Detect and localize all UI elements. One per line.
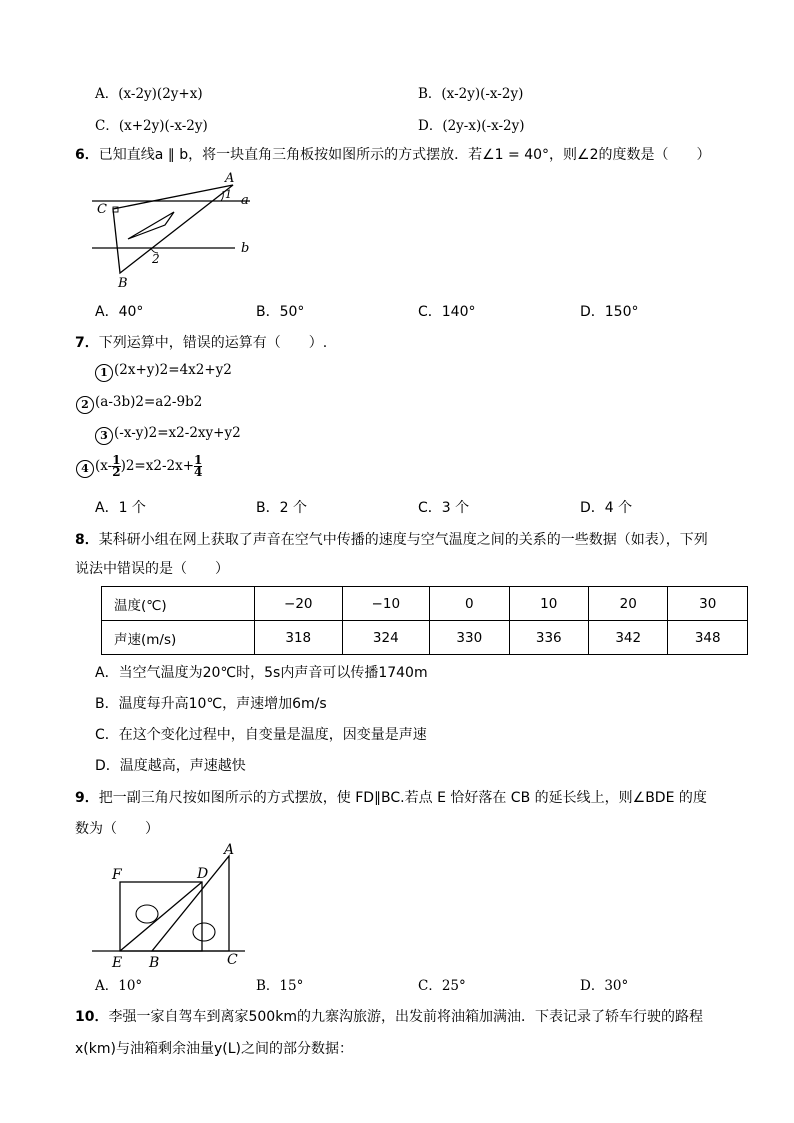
q6-text: 已知直线a ∥ b，将一块直角三角板按如图所示的方式摆放．若∠1 = 40°，则∠2的度数是（ ） [98, 147, 711, 163]
row-header: 温度(℃) [102, 587, 255, 621]
q6-option-d: D．150° [580, 304, 639, 320]
label-B: B [118, 276, 128, 291]
circled-number: 4 [76, 460, 94, 478]
table-cell: 342 [589, 621, 668, 655]
label-angle-2: 2 [152, 252, 160, 266]
q8-option-a: A．当空气温度为20℃时，5s内声音可以传播1740m [95, 665, 428, 681]
label-a: a [241, 193, 249, 208]
expression: (2x+y)2=4x2+y2 [114, 362, 232, 378]
table-cell: 348 [668, 621, 748, 655]
set-square-hole [128, 212, 174, 239]
q9-number: 9． [75, 790, 99, 806]
q7-item-3 [95, 425, 241, 445]
hole-right [193, 923, 215, 941]
q8-stem-line1 [75, 529, 708, 549]
expression-part: (x- [95, 458, 113, 474]
q5-option-b: B．(x-2y)(-x-2y) [418, 86, 524, 102]
circled-number: 3 [95, 427, 113, 445]
label-b: b [241, 241, 250, 256]
q7-stem [75, 332, 327, 352]
row-header: 声速(m/s) [102, 621, 255, 655]
q10-stem-line2: x(km)与油箱剩余油量y(L)之间的部分数据： [75, 1041, 353, 1057]
q5-option-c: C．(x+2y)(-x-2y) [95, 118, 208, 134]
q9-option-a: A．10° [95, 978, 143, 994]
q7-item-2 [76, 394, 202, 414]
table-cell: 10 [509, 587, 588, 621]
triangle-abc [152, 856, 229, 951]
circled-number: 2 [76, 396, 94, 414]
q8-option-c: C．在这个变化过程中，自变量是温度，因变量是声速 [95, 727, 427, 743]
q9-option-d: D．30° [580, 978, 629, 994]
numerator: 1 [194, 453, 203, 467]
table-cell: 30 [668, 587, 748, 621]
q9-option-c: C．25° [418, 978, 466, 994]
q9-text-line1: 把一副三角尺按如图所示的方式摆放，使 FD∥BC.若点 E 恰好落在 CB 的延长线上，则∠BDE 的度 [98, 790, 707, 806]
table-cell: −20 [255, 587, 343, 621]
q9-option-b: B．15° [256, 978, 304, 994]
table-cell: 336 [509, 621, 588, 655]
label-A: A [225, 171, 235, 186]
q8-stem-line2: 说法中错误的是（ ） [75, 561, 229, 577]
q7-option-d: D．4 个 [580, 500, 633, 516]
label-D: D [197, 866, 209, 882]
set-square [113, 185, 233, 273]
table-cell: 318 [255, 621, 343, 655]
label-A: A [224, 842, 235, 858]
q10-text-line1: 李强一家自驾车到离家500km的九寨沟旅游，出发前将油箱加满油．下表记录了轿车行驶的路程 [108, 1009, 703, 1025]
table-cell: 20 [589, 587, 668, 621]
q6-figure [90, 170, 265, 292]
q6-option-c: C．140° [418, 304, 476, 320]
table-row-temperature [102, 587, 748, 621]
expression: (a-3b)2=a2-9b2 [95, 394, 203, 410]
table-cell: 324 [342, 621, 430, 655]
q9-stem-line2: 数为（ ） [75, 821, 159, 837]
circled-number: 1 [95, 364, 113, 382]
label-angle-1: 1 [225, 188, 232, 201]
q7-option-b: B．2 个 [256, 500, 307, 516]
label-C: C [97, 202, 107, 217]
denominator: 2 [112, 465, 121, 479]
q7-item-1 [95, 362, 232, 382]
q6-number: 6． [75, 147, 99, 163]
q8-option-b: B．温度每升高10℃，声速增加6m/s [95, 696, 327, 712]
q5-option-a: A．(x-2y)(2y+x) [95, 86, 203, 102]
q8-text-line1: 某科研小组在网上获取了声音在空气中传播的速度与空气温度之间的关系的一些数据（如表），下列 [98, 532, 708, 548]
q10-stem-line1 [75, 1006, 703, 1026]
label-F: F [112, 867, 122, 883]
q6-option-b: B．50° [256, 304, 305, 320]
table-cell: 0 [430, 587, 509, 621]
q6-stem [75, 144, 710, 164]
table-cell: 330 [430, 621, 509, 655]
q6-option-a: A．40° [95, 304, 144, 320]
hole-left [136, 905, 158, 923]
table-cell: −10 [342, 587, 430, 621]
angle-1-arc [221, 191, 223, 201]
q5-option-d: D．(2y-x)(-x-2y) [418, 118, 525, 134]
q8-number: 8． [75, 532, 99, 548]
expression-part: )2=x2-2x+ [120, 458, 195, 474]
label-E: E [112, 955, 123, 970]
table-row-speed [102, 621, 748, 655]
expression: (-x-y)2=x2-2xy+y2 [114, 425, 241, 441]
q9-figure [90, 840, 250, 970]
denominator: 4 [194, 465, 203, 479]
q7-item-4 [76, 455, 202, 478]
fraction-one-half [112, 455, 120, 478]
numerator: 1 [112, 453, 121, 467]
q10-number: 10． [75, 1009, 109, 1025]
q7-option-c: C．3 个 [418, 500, 470, 516]
q8-data-table [101, 586, 748, 655]
label-B: B [149, 955, 160, 970]
q7-text: 下列运算中，错误的运算有（ ）. [98, 335, 328, 351]
q9-stem-line1 [75, 787, 707, 807]
q7-number: 7． [75, 335, 99, 351]
q8-option-d: D．温度越高，声速越快 [95, 758, 246, 774]
fraction-one-quarter [194, 455, 202, 478]
q7-option-a: A．1 个 [95, 500, 146, 516]
label-C: C [227, 952, 238, 968]
